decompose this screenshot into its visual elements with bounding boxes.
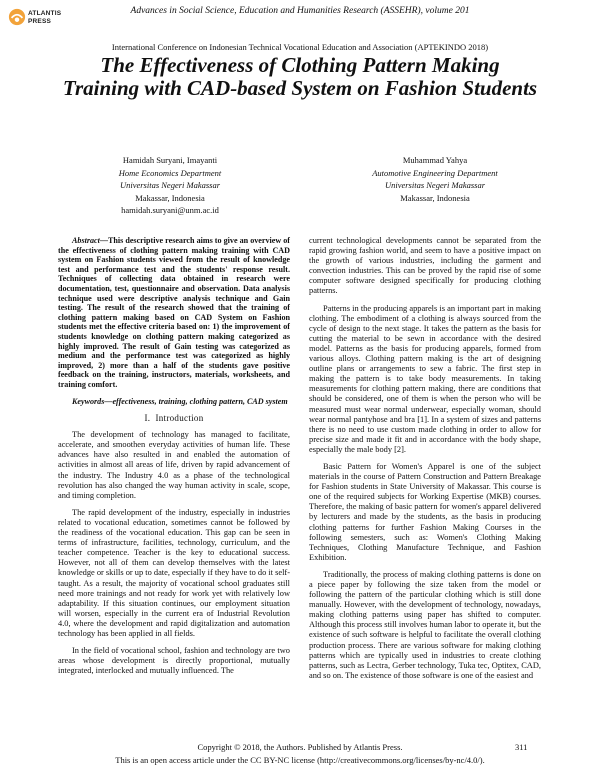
body-paragraph: Patterns in the producing apparels is an important part in making clothing. The embodiment of a clothing is always sourced from the cycle of design to the next stage. It takes the pattern as the basis for cutting the material to be sewn in accordance with the desired model. Patterns as the basis for producing apparels, formed from various alloys. Clothing pattern making is the art of designing outline plans or arrangements to sew a fabric. The first step in making the pattern is to take body measurements. In taking measurements for clothing pattern making, there are conditions that should be considered, one of them is when the person who will be measured must wear normal underwear, especially woman, should wear normal pantyhose and bra [1]. In a system of sizes and patterns there is no need to use custom made clothing in order to allow for precise size and made it fit and in accordance with the body shape, especially the male body [2]. <box>309 303 541 454</box>
body-paragraph: current technological developments cannot be separated from the rapid growing fashion world, and seem to have a positive impact on the growth of various industries, including the garment and convection industries. This can be proved by the rapid rise of some computer software designed specifically for producing clothing patterns. <box>309 236 541 296</box>
body-paragraph: The rapid development of the industry, especially in industries related to vocational education, sometimes cannot be followed by the readiness of the vocational education. This gap can be seen in terms of infrastructure, facilities, technology, curriculum, and the teacher competence. Teacher is the key to educational success. However, not all of them can develop themselves with the latest knowledge or skills or up to date, especially if they have to do it self-taught. As a result, the majority of vocational school graduates still need more trainings and not ready for work yet with relatively low adaptability. If this situation continues, our employment situation will worsen, especially in the current era of Industrial Revolution 4.0, where the development and rapid digitalization and automation technology has been applied in all fields. <box>58 507 290 638</box>
publisher-name-line1: ATLANTIS <box>28 10 62 17</box>
author-department: Automotive Engineering Department <box>372 167 498 178</box>
left-column <box>58 236 290 683</box>
abstract-label: Abstract <box>72 236 100 245</box>
author-department: Home Economics Department <box>118 167 222 178</box>
keywords <box>58 397 290 407</box>
body-paragraph: Traditionally, the process of making clothing patterns is done on a piece paper by following the size taken from the model or following the pattern of the particular clothing which is still done manually. However, with the development of technology, nowadays, making clothing patterns using paper has shifted to computer. Although this process still involves human labor to operate it, but the existence of such software is helpful to facilitate the overall clothing production process. There are various software for making clothing patterns which are typically used in industries to create clothing patterns, such as Lectra, Gerber technology, Tuka tec, Optitex, CAD, and so on. The existence of those software is one of the easiest and <box>309 569 541 680</box>
body-paragraph: The development of technology has managed to facilitate, accelerate, and smoothen everyday activities of human life. These advances have also resulted in and enabled the automation of activities in almost all areas of life, driven by rapid advancement of the industry. The Industry 4.0 as a phase of the technological revolution has also changed the way human activity in scale, scope, and timing completion. <box>58 430 290 500</box>
body-paragraph: Basic Pattern for Women's Apparel is one of the subject materials in the course of Pattern Construction and Pattern Breakage for Fashion students in State University of Makassar. This course is one of the required subjects for Working Expertise (MKB) courses. Therefore, the making of basic pattern for women's apparel delivered by lecturers and made by the students, as the basis in producing clothing patterns for further Fashion Making Courses in the following semesters, such as: Women's Clothing Making Techniques, Clothing Manufacture Technique, and Fashion Exhibition. <box>309 461 541 562</box>
right-column <box>309 236 541 688</box>
author-city: Makassar, Indonesia <box>135 192 205 203</box>
section-number: I. <box>144 413 151 424</box>
abstract <box>58 236 290 390</box>
keywords-text: —effectiveness, training, clothing pattern, CAD system <box>104 396 288 406</box>
author-city: Makassar, Indonesia <box>400 192 470 203</box>
author-university: Universitas Negeri Makassar <box>119 180 221 190</box>
conference-header: International Conference on Indonesian Technical Vocational Education and Association (APTEKINDO 2018) <box>111 42 489 52</box>
author-block-2 <box>340 154 530 204</box>
section-title: Introduction <box>155 413 204 424</box>
keywords-label: Keywords <box>72 396 105 406</box>
journal-header: Advances in Social Science, Education and Humanities Research (ASSEHR), volume 201 <box>130 6 470 16</box>
footer-license: This is an open access article under the CC BY-NC license (http://creativecommons.org/licenses/by-nc/4.0/). <box>115 755 485 765</box>
author-block-1 <box>80 154 260 217</box>
body-paragraph: In the field of vocational school, fashion and technology are two areas whose development is directly proportional, mutually integrated, interlocked and mutually influenced. The <box>58 646 290 676</box>
author-name: Muhammad Yahya <box>402 155 468 165</box>
author-name: Hamidah Suryani, Imayanti <box>122 155 218 165</box>
publisher-name-line2: PRESS <box>28 18 52 25</box>
abstract-text: —This descriptive research aims to give an overview of the effectiveness of clothing pattern making training with CAD system on Fashion students viewed from the result of knowledge test and performance test and the students' response result. Techniques of collecting data obtained in research were documentation, test, questionnaire and observation. Data analysis technique used were descriptive analysis technique and Gain testing. The result of the research showed that the training of clothing pattern making based on CAD System on Fashion students met the effective criteria based on: 1) the improvement of students knowledge on clothing pattern making categorized as highly improved. The result of Gain testing was categorized as medium and the performance test was categorized as highly improved, 2) more than a half of the students gave positive feedback on the training, instructors, materials, worksheets, and training comfort. <box>58 236 290 389</box>
footer-copyright: Copyright © 2018, the Authors. Published by Atlantis Press. <box>197 742 403 752</box>
paper-title: The Effectiveness of Clothing Pattern Making Training with CAD-based System on Fashion Students <box>62 53 538 100</box>
section-heading <box>58 413 290 423</box>
author-university: Universitas Negeri Makassar <box>384 180 486 190</box>
author-email: hamidah.suryani@unm.ac.id <box>121 205 219 215</box>
page-number: 311 <box>515 742 528 752</box>
